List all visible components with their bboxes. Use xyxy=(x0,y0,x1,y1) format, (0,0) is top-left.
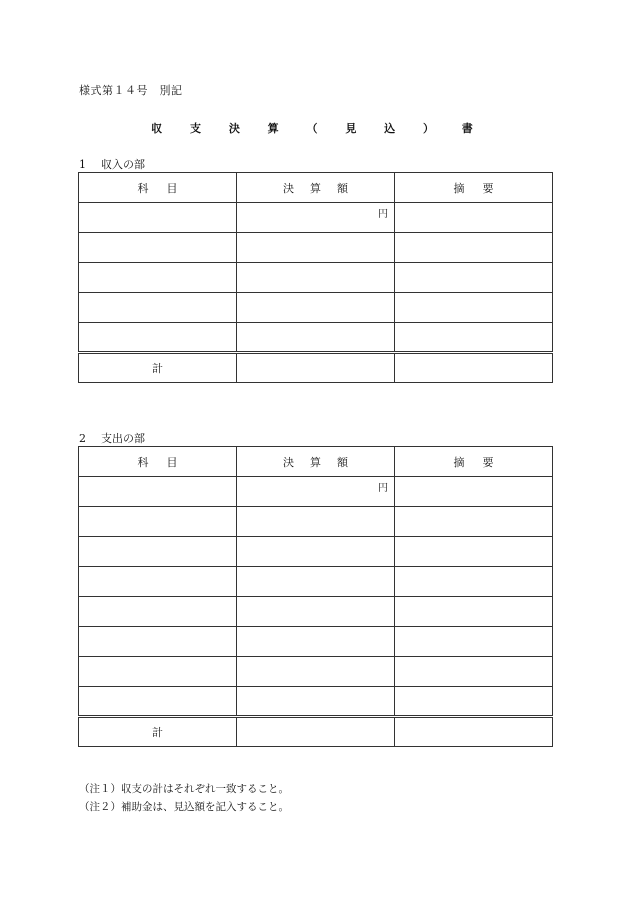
expense-amount-cell[interactable] xyxy=(237,567,395,597)
expense-item-cell[interactable] xyxy=(79,507,237,537)
expense-rows xyxy=(79,477,553,747)
table-row xyxy=(79,263,553,293)
table-row xyxy=(79,657,553,687)
expense-amount-cell[interactable] xyxy=(237,477,395,507)
expense-item-cell[interactable] xyxy=(79,597,237,627)
table-row xyxy=(79,323,553,353)
income-item-cell[interactable] xyxy=(79,323,237,353)
table-row xyxy=(79,537,553,567)
income-total-amount-cell[interactable] xyxy=(237,353,395,383)
income-col-amount-header: 決算額 xyxy=(237,173,395,203)
income-header-row xyxy=(79,173,553,203)
expense-amount-cell[interactable] xyxy=(237,687,395,717)
expense-amount-cell[interactable] xyxy=(237,537,395,567)
income-note-cell[interactable] xyxy=(395,233,553,263)
expense-item-cell[interactable] xyxy=(79,477,237,507)
income-note-cell[interactable] xyxy=(395,203,553,233)
expense-item-cell[interactable] xyxy=(79,657,237,687)
table-row xyxy=(79,597,553,627)
income-table xyxy=(78,172,553,383)
expense-amount-cell[interactable] xyxy=(237,507,395,537)
expense-note-cell[interactable] xyxy=(395,537,553,567)
expense-note-cell[interactable] xyxy=(395,657,553,687)
expense-total-note-cell[interactable] xyxy=(395,717,553,747)
table-row xyxy=(79,233,553,263)
expense-item-cell[interactable] xyxy=(79,537,237,567)
income-item-cell[interactable] xyxy=(79,263,237,293)
income-col-item-header: 科目 xyxy=(79,173,237,203)
income-amount-cell[interactable] xyxy=(237,203,395,233)
expense-total-amount-cell[interactable] xyxy=(237,717,395,747)
income-amount-cell[interactable] xyxy=(237,293,395,323)
income-section-title: 収入の部 xyxy=(101,158,145,171)
expense-note-cell[interactable] xyxy=(395,507,553,537)
footnotes xyxy=(79,780,289,816)
income-item-cell[interactable] xyxy=(79,233,237,263)
expense-note-cell[interactable] xyxy=(395,567,553,597)
expense-amount-cell[interactable] xyxy=(237,657,395,687)
expense-amount-cell[interactable] xyxy=(237,627,395,657)
currency-unit-label: 円 xyxy=(378,209,388,220)
expense-section-title: 支出の部 xyxy=(101,432,145,445)
expense-item-cell[interactable] xyxy=(79,687,237,717)
expense-table xyxy=(78,446,553,747)
expense-total-row xyxy=(79,717,553,747)
expense-note-cell[interactable] xyxy=(395,687,553,717)
table-row xyxy=(79,627,553,657)
income-amount-cell[interactable] xyxy=(237,323,395,353)
currency-unit-label: 円 xyxy=(378,483,388,494)
income-section-number: 1 xyxy=(79,158,86,171)
expense-section-heading xyxy=(79,430,145,446)
expense-col-amount-header: 決算額 xyxy=(237,447,395,477)
income-amount-cell[interactable] xyxy=(237,233,395,263)
expense-section-number: 2 xyxy=(79,432,86,445)
form-number-label: 様式第１４号 別記 xyxy=(79,84,183,97)
expense-total-label: 計 xyxy=(79,717,237,747)
income-col-note-header: 摘要 xyxy=(395,173,553,203)
income-item-cell[interactable] xyxy=(79,293,237,323)
expense-note-cell[interactable] xyxy=(395,477,553,507)
expense-note-cell[interactable] xyxy=(395,597,553,627)
income-amount-cell[interactable] xyxy=(237,263,395,293)
income-total-label: 計 xyxy=(79,353,237,383)
table-row xyxy=(79,567,553,597)
footnote-1: （注１）収支の計はそれぞれ一致すること。 xyxy=(79,783,289,795)
expense-note-cell[interactable] xyxy=(395,627,553,657)
footnote-2: （注２）補助金は、見込額を記入すること。 xyxy=(79,801,289,813)
table-row xyxy=(79,203,553,233)
income-note-cell[interactable] xyxy=(395,263,553,293)
table-row xyxy=(79,507,553,537)
income-rows xyxy=(79,203,553,383)
expense-amount-cell[interactable] xyxy=(237,597,395,627)
document-title: 収 支 決 算 （ 見 込 ） 書 xyxy=(151,122,485,135)
expense-col-note-header: 摘要 xyxy=(395,447,553,477)
income-item-cell[interactable] xyxy=(79,203,237,233)
income-total-note-cell[interactable] xyxy=(395,353,553,383)
table-row xyxy=(79,477,553,507)
expense-item-cell[interactable] xyxy=(79,567,237,597)
income-note-cell[interactable] xyxy=(395,293,553,323)
income-total-row xyxy=(79,353,553,383)
income-note-cell[interactable] xyxy=(395,323,553,353)
expense-col-item-header: 科目 xyxy=(79,447,237,477)
table-row xyxy=(79,687,553,717)
table-row xyxy=(79,293,553,323)
expense-item-cell[interactable] xyxy=(79,627,237,657)
income-section-heading xyxy=(79,156,145,172)
expense-header-row xyxy=(79,447,553,477)
